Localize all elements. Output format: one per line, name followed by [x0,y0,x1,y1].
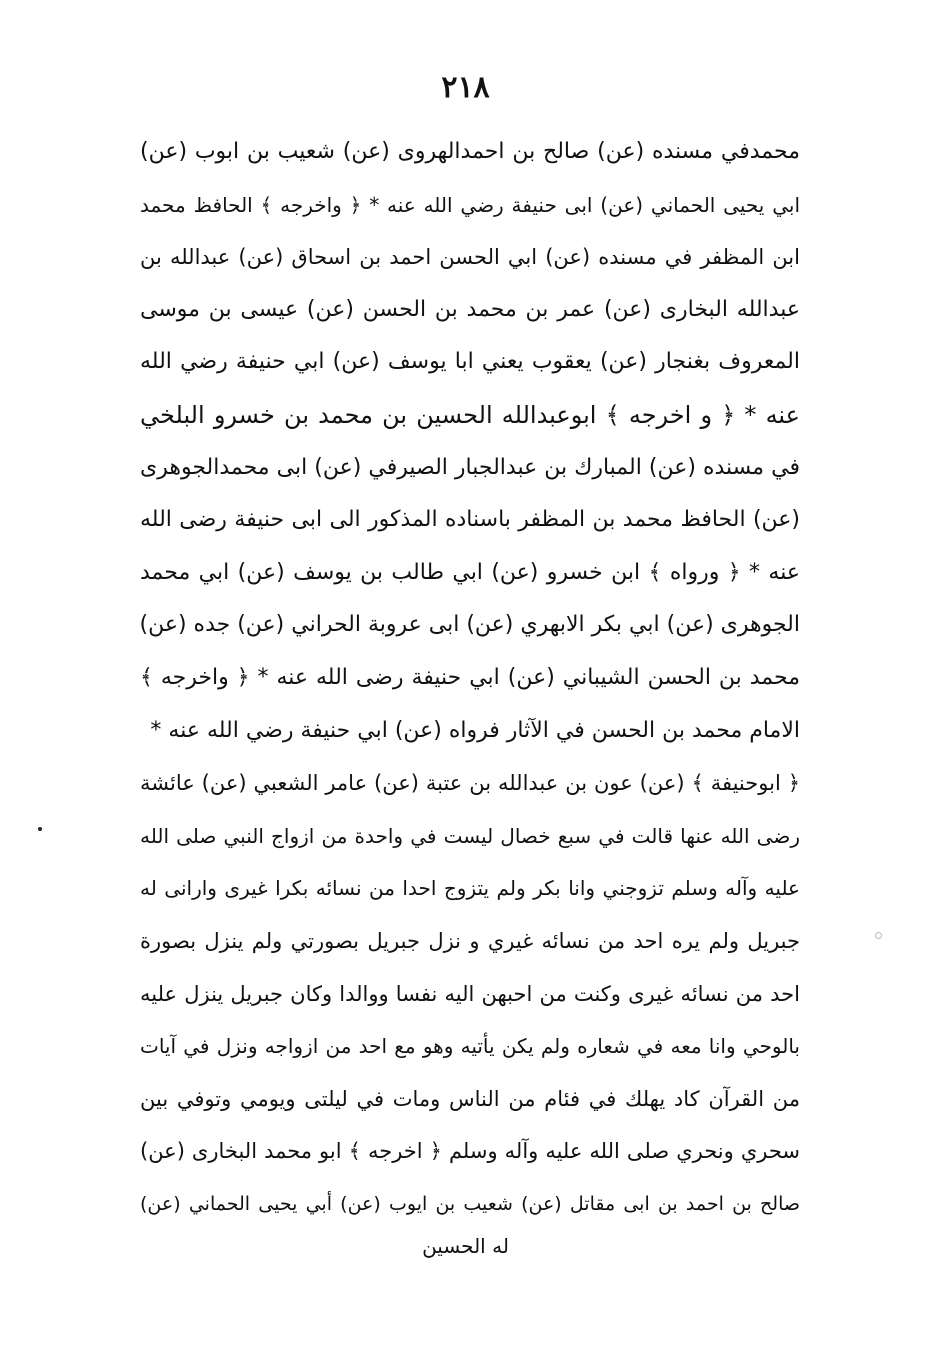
text-line: عبدالله البخارى (عن) عمر بن محمد بن الحسن (عن) عيسى بن موسى [140,296,800,322]
text-line: بالوحي وانا معه في شعاره ولم يكن يأتيه وهو مع احد من ازواجه ونزل في آيات [140,1034,800,1059]
text-line: الامام محمد بن الحسن في الآثار فرواه (عن) ابي حنيفة رضي الله عنه * [150,717,800,743]
text-line: سحري ونحري صلى الله عليه وآله وسلم ﴿ اخرجه ﴾ ابو محمد البخارى (عن) [140,1139,800,1164]
page-number: ٢١٨ [441,70,490,105]
text-line: محمد بن الحسن الشيباني (عن) ابي حنيفة رضى الله عنه * ﴿ واخرجه ﴾ [140,664,800,690]
footer-note: له الحسين [422,1234,509,1258]
text-line: عنه * ﴿ ورواه ﴾ ابن خسرو (عن) ابي طالب بن يوسف (عن) ابي محمد [140,559,800,585]
text-line: ﴿ ابوحنيفة ﴾ (عن) عون بن عبدالله بن عتبة (عن) عامر الشعبي (عن) عائشة [140,771,800,796]
body-text [140,126,800,1230]
text-line: (عن) الحافظ محمد بن المظفر باسناده المذكور الى ابى حنيفة رضى الله [140,507,800,533]
text-line: المعروف بغنجار (عن) يعقوب يعني ابا يوسف (عن) ابي حنيفة رضي الله [140,349,800,375]
text-line: عنه * ﴿ و اخرجه ﴾ ابوعبدالله الحسين بن محمد بن خسرو البلخي [140,400,800,429]
text-line: رضى الله عنها قالت في سبع خصال ليست في واحدة من ازواج النبي صلى الله [140,823,800,848]
text-line: صالح بن احمد بن ابى مقاتل (عن) شعيب بن ايوب (عن) أبي يحيى الحماني (عن) [140,1192,800,1215]
text-line: الجوهرى (عن) ابي بكر الابهري (عن) ابى عروبة الحراني (عن) جده (عن) [140,612,800,638]
text-line: ابن المظفر في مسنده (عن) ابي الحسن احمد بن اسحاق (عن) عبدالله بن [140,245,800,270]
text-line: في مسنده (عن) المبارك بن عبدالجبار الصيرفي (عن) ابى محمدالجوهرى [140,454,800,480]
stray-dot-mark [38,827,42,831]
text-line: من القرآن كاد يهلك في فئام من الناس ومات في ليلتى ويومي وتوفي بين [140,1086,800,1111]
text-line: محمدفي مسنده (عن) صالح بن احمدالهروى (عن) شعيب بن ابوب (عن) [140,139,800,164]
text-line: ابي يحيى الحماني (عن) ابى حنيفة رضي الله عنه * ﴿ واخرجه ﴾ الحافظ محمد [140,192,800,217]
text-line: عليه وآله وسلم تزوجني وانا بكر ولم يتزوج احدا من نسائه بكرا غيرى وارانى له [140,876,800,901]
text-line: احد من نسائه غيرى وكنت من احبهن اليه نفسا ووالدا وكان جبريل ينزل عليه [140,981,800,1006]
stray-ring-mark [875,932,882,939]
text-line: جبريل ولم يره احد من نسائه غيري و نزل جبريل بصورتي ولم ينزل بصورة [140,928,800,953]
